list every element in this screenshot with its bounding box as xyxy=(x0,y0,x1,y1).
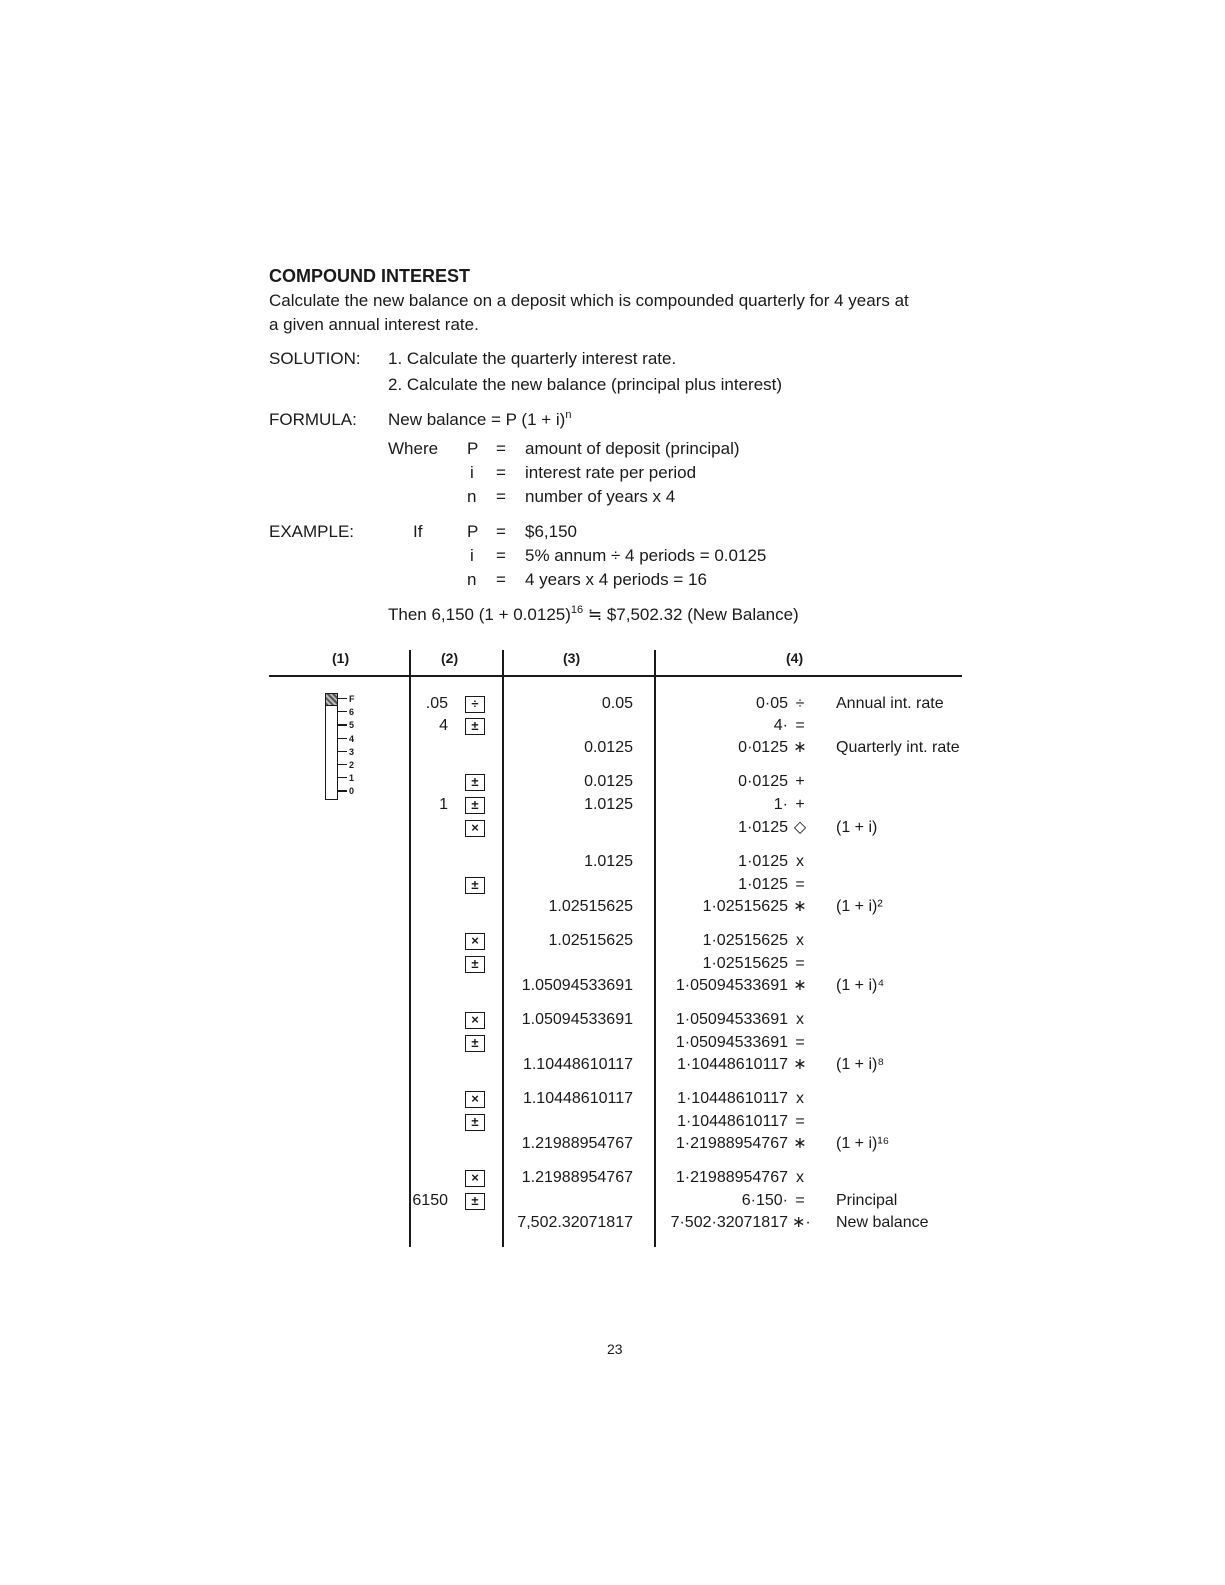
switch-tick xyxy=(338,698,347,699)
row-note: (1 + i)⁸ xyxy=(836,1056,885,1073)
tape-operator: x xyxy=(796,932,804,949)
formula-eq: = xyxy=(496,439,506,458)
tape-operator: ∗ xyxy=(793,1135,807,1152)
example-label: EXAMPLE: xyxy=(269,522,355,541)
display-value: 0.0125 xyxy=(584,739,633,756)
example-var: i xyxy=(470,546,474,565)
formula-var: i xyxy=(470,463,474,482)
display-value: 1.05094533691 xyxy=(521,977,633,994)
example-def: $6,150 xyxy=(525,522,577,541)
switch-tick xyxy=(338,777,347,778)
column-header-2: (2) xyxy=(441,650,459,666)
switch-knob xyxy=(325,693,338,706)
row-note: (1 + i)⁴ xyxy=(836,977,885,994)
switch-frame xyxy=(325,693,338,800)
tape-value: 0·0125 xyxy=(738,773,788,790)
tape-value: 1·10448610117 xyxy=(677,1113,788,1130)
tape-operator: ∗ xyxy=(793,898,807,915)
calculator-key: ÷ xyxy=(465,696,485,713)
switch-position-label: 5 xyxy=(349,720,355,731)
calculator-key: ± xyxy=(465,797,485,814)
display-value: 0.05 xyxy=(601,695,633,712)
example-var: n xyxy=(467,570,477,589)
calculator-key: ± xyxy=(465,1193,485,1210)
switch-tick xyxy=(338,751,347,752)
example-var: P xyxy=(467,522,479,541)
display-value: 1.21988954767 xyxy=(521,1135,633,1152)
display-value: 1.0125 xyxy=(584,853,633,870)
solution-step-1: 1. Calculate the quarterly interest rate. xyxy=(388,349,677,368)
entry-value: 1 xyxy=(439,796,448,813)
tape-operator: = xyxy=(795,717,805,734)
switch-tick xyxy=(338,738,347,739)
row-note: (1 + i)² xyxy=(836,898,883,915)
formula-def: amount of deposit (principal) xyxy=(525,439,740,458)
entry-value: .05 xyxy=(425,695,448,712)
display-value: 1.21988954767 xyxy=(521,1169,633,1186)
table-header-rule xyxy=(269,675,962,677)
tape-value: 1·05094533691 xyxy=(675,1034,788,1051)
display-value: 0.0125 xyxy=(584,773,633,790)
example-def: 5% annum ÷ 4 periods = 0.0125 xyxy=(525,546,767,565)
tape-value: 1·10448610117 xyxy=(677,1090,788,1107)
section-title: COMPOUND INTEREST xyxy=(269,266,471,286)
switch-tick xyxy=(338,764,347,765)
calculator-key: ± xyxy=(465,1114,485,1131)
display-value: 1.05094533691 xyxy=(521,1011,633,1028)
example-eq: = xyxy=(496,522,506,541)
tape-operator: = xyxy=(795,876,805,893)
tape-value: 0·05 xyxy=(755,695,788,712)
page-number: 23 xyxy=(607,1341,623,1357)
tape-operator: = xyxy=(795,1192,805,1209)
tape-operator: = xyxy=(795,1034,805,1051)
tape-operator: = xyxy=(795,955,805,972)
example-eq: = xyxy=(496,570,506,589)
calculator-key: ± xyxy=(465,718,485,735)
column-divider-1 xyxy=(409,650,411,1247)
formula-var: n xyxy=(467,487,477,506)
tape-operator: ∗ xyxy=(793,977,807,994)
column-header-4: (4) xyxy=(786,650,804,666)
tape-operator: x xyxy=(796,1011,804,1028)
display-value: 1.02515625 xyxy=(548,898,633,915)
row-note: Quarterly int. rate xyxy=(836,739,960,756)
display-value: 1.10448610117 xyxy=(522,1090,633,1107)
calculator-key: × xyxy=(465,820,485,837)
row-note: (1 + i) xyxy=(836,819,878,836)
entry-value: 6150 xyxy=(412,1192,448,1209)
tape-value: 1·21988954767 xyxy=(675,1135,788,1152)
tape-value: 1·10448610117 xyxy=(677,1056,788,1073)
solution-label: SOLUTION: xyxy=(269,349,361,368)
formula-text: New balance = P $(1 + i)^n$ xyxy=(388,409,572,429)
tape-value: 1·02515625 xyxy=(702,932,788,949)
intro-line-1: Calculate the new balance on a deposit which is compounded quarterly for 4 years at xyxy=(269,291,909,310)
tape-operator: ∗ xyxy=(793,739,807,756)
tape-value: 1·05094533691 xyxy=(675,1011,788,1028)
tape-value: 7·502·32071817 xyxy=(670,1214,788,1231)
row-note: (1 + i)¹⁶ xyxy=(836,1135,890,1152)
switch-tick xyxy=(338,711,347,712)
switch-position-label: 2 xyxy=(349,760,355,770)
formula-def: interest rate per period xyxy=(525,463,697,482)
tape-operator: + xyxy=(795,773,805,790)
row-note: Principal xyxy=(836,1192,898,1209)
tape-value: 0·0125 xyxy=(738,739,788,756)
tape-value: 6·150· xyxy=(741,1192,788,1209)
tape-value: 1·02515625 xyxy=(702,955,788,972)
switch-position-label: 3 xyxy=(349,746,355,757)
switch-position-label: 1 xyxy=(349,773,355,784)
tape-value: 1·0125 xyxy=(738,876,788,893)
tape-value: 4· xyxy=(773,717,788,734)
calculator-key: × xyxy=(465,1170,485,1187)
calculator-key: × xyxy=(465,1012,485,1029)
calculator-key: ± xyxy=(465,1035,485,1052)
tape-value: 1·05094533691 xyxy=(675,977,788,994)
intro-line-2: a given annual interest rate. xyxy=(269,315,479,334)
formula-eq: = xyxy=(496,463,506,482)
then-line: Then 6,150 $(1 + 0.0125)^{16}$ ≒ $7,502.32 (New Balance) xyxy=(388,604,799,624)
tape-operator: x xyxy=(796,1090,804,1107)
decimal-selector-switch xyxy=(325,693,385,803)
tape-operator: = xyxy=(795,1113,805,1130)
formula-eq: = xyxy=(496,487,506,506)
tape-value: 1·21988954767 xyxy=(675,1169,788,1186)
switch-tick xyxy=(338,790,347,791)
tape-value: 1·0125 xyxy=(738,853,788,870)
tape-operator: ◇ xyxy=(793,819,807,836)
display-value: 1.10448610117 xyxy=(522,1056,633,1073)
if-label: If xyxy=(413,522,423,541)
tape-operator: ÷ xyxy=(795,695,805,712)
where-label: Where xyxy=(388,439,439,458)
column-header-3: (3) xyxy=(563,650,581,666)
entry-value: 4 xyxy=(439,717,448,734)
formula-var: P xyxy=(467,439,479,458)
switch-position-label: 0 xyxy=(349,786,355,797)
row-note: Annual int. rate xyxy=(836,695,944,712)
calculator-key: ± xyxy=(465,774,485,791)
tape-operator: x xyxy=(796,1169,804,1186)
tape-value: 1·02515625 xyxy=(702,898,788,915)
switch-position-label: F xyxy=(349,694,355,704)
display-value: 1.02515625 xyxy=(548,932,633,949)
display-value: 7,502.32071817 xyxy=(517,1214,633,1231)
display-value: 1.0125 xyxy=(584,796,633,813)
tape-value: 1·0125 xyxy=(738,819,788,836)
calculator-key: × xyxy=(465,933,485,950)
row-note: New balance xyxy=(836,1214,929,1231)
tape-operator: x xyxy=(796,853,804,870)
formula-def: number of years x 4 xyxy=(525,487,676,506)
solution-step-2: 2. Calculate the new balance (principal plus interest) xyxy=(388,375,783,394)
example-def: 4 years x 4 periods = 16 xyxy=(525,570,707,589)
calculator-key: × xyxy=(465,1091,485,1108)
example-eq: = xyxy=(496,546,506,565)
calculator-key: ± xyxy=(465,877,485,894)
switch-position-label: 4 xyxy=(349,733,355,744)
formula-label: FORMULA: xyxy=(269,410,357,429)
calculator-key: ± xyxy=(465,956,485,973)
switch-position-label: 6 xyxy=(349,707,355,718)
switch-tick xyxy=(338,724,347,725)
tape-value: 1· xyxy=(773,796,788,813)
tape-operator: ∗ xyxy=(793,1056,807,1073)
tape-operator: + xyxy=(795,796,805,813)
tape-operator: ∗· xyxy=(792,1214,811,1231)
column-header-1: (1) xyxy=(332,650,350,666)
